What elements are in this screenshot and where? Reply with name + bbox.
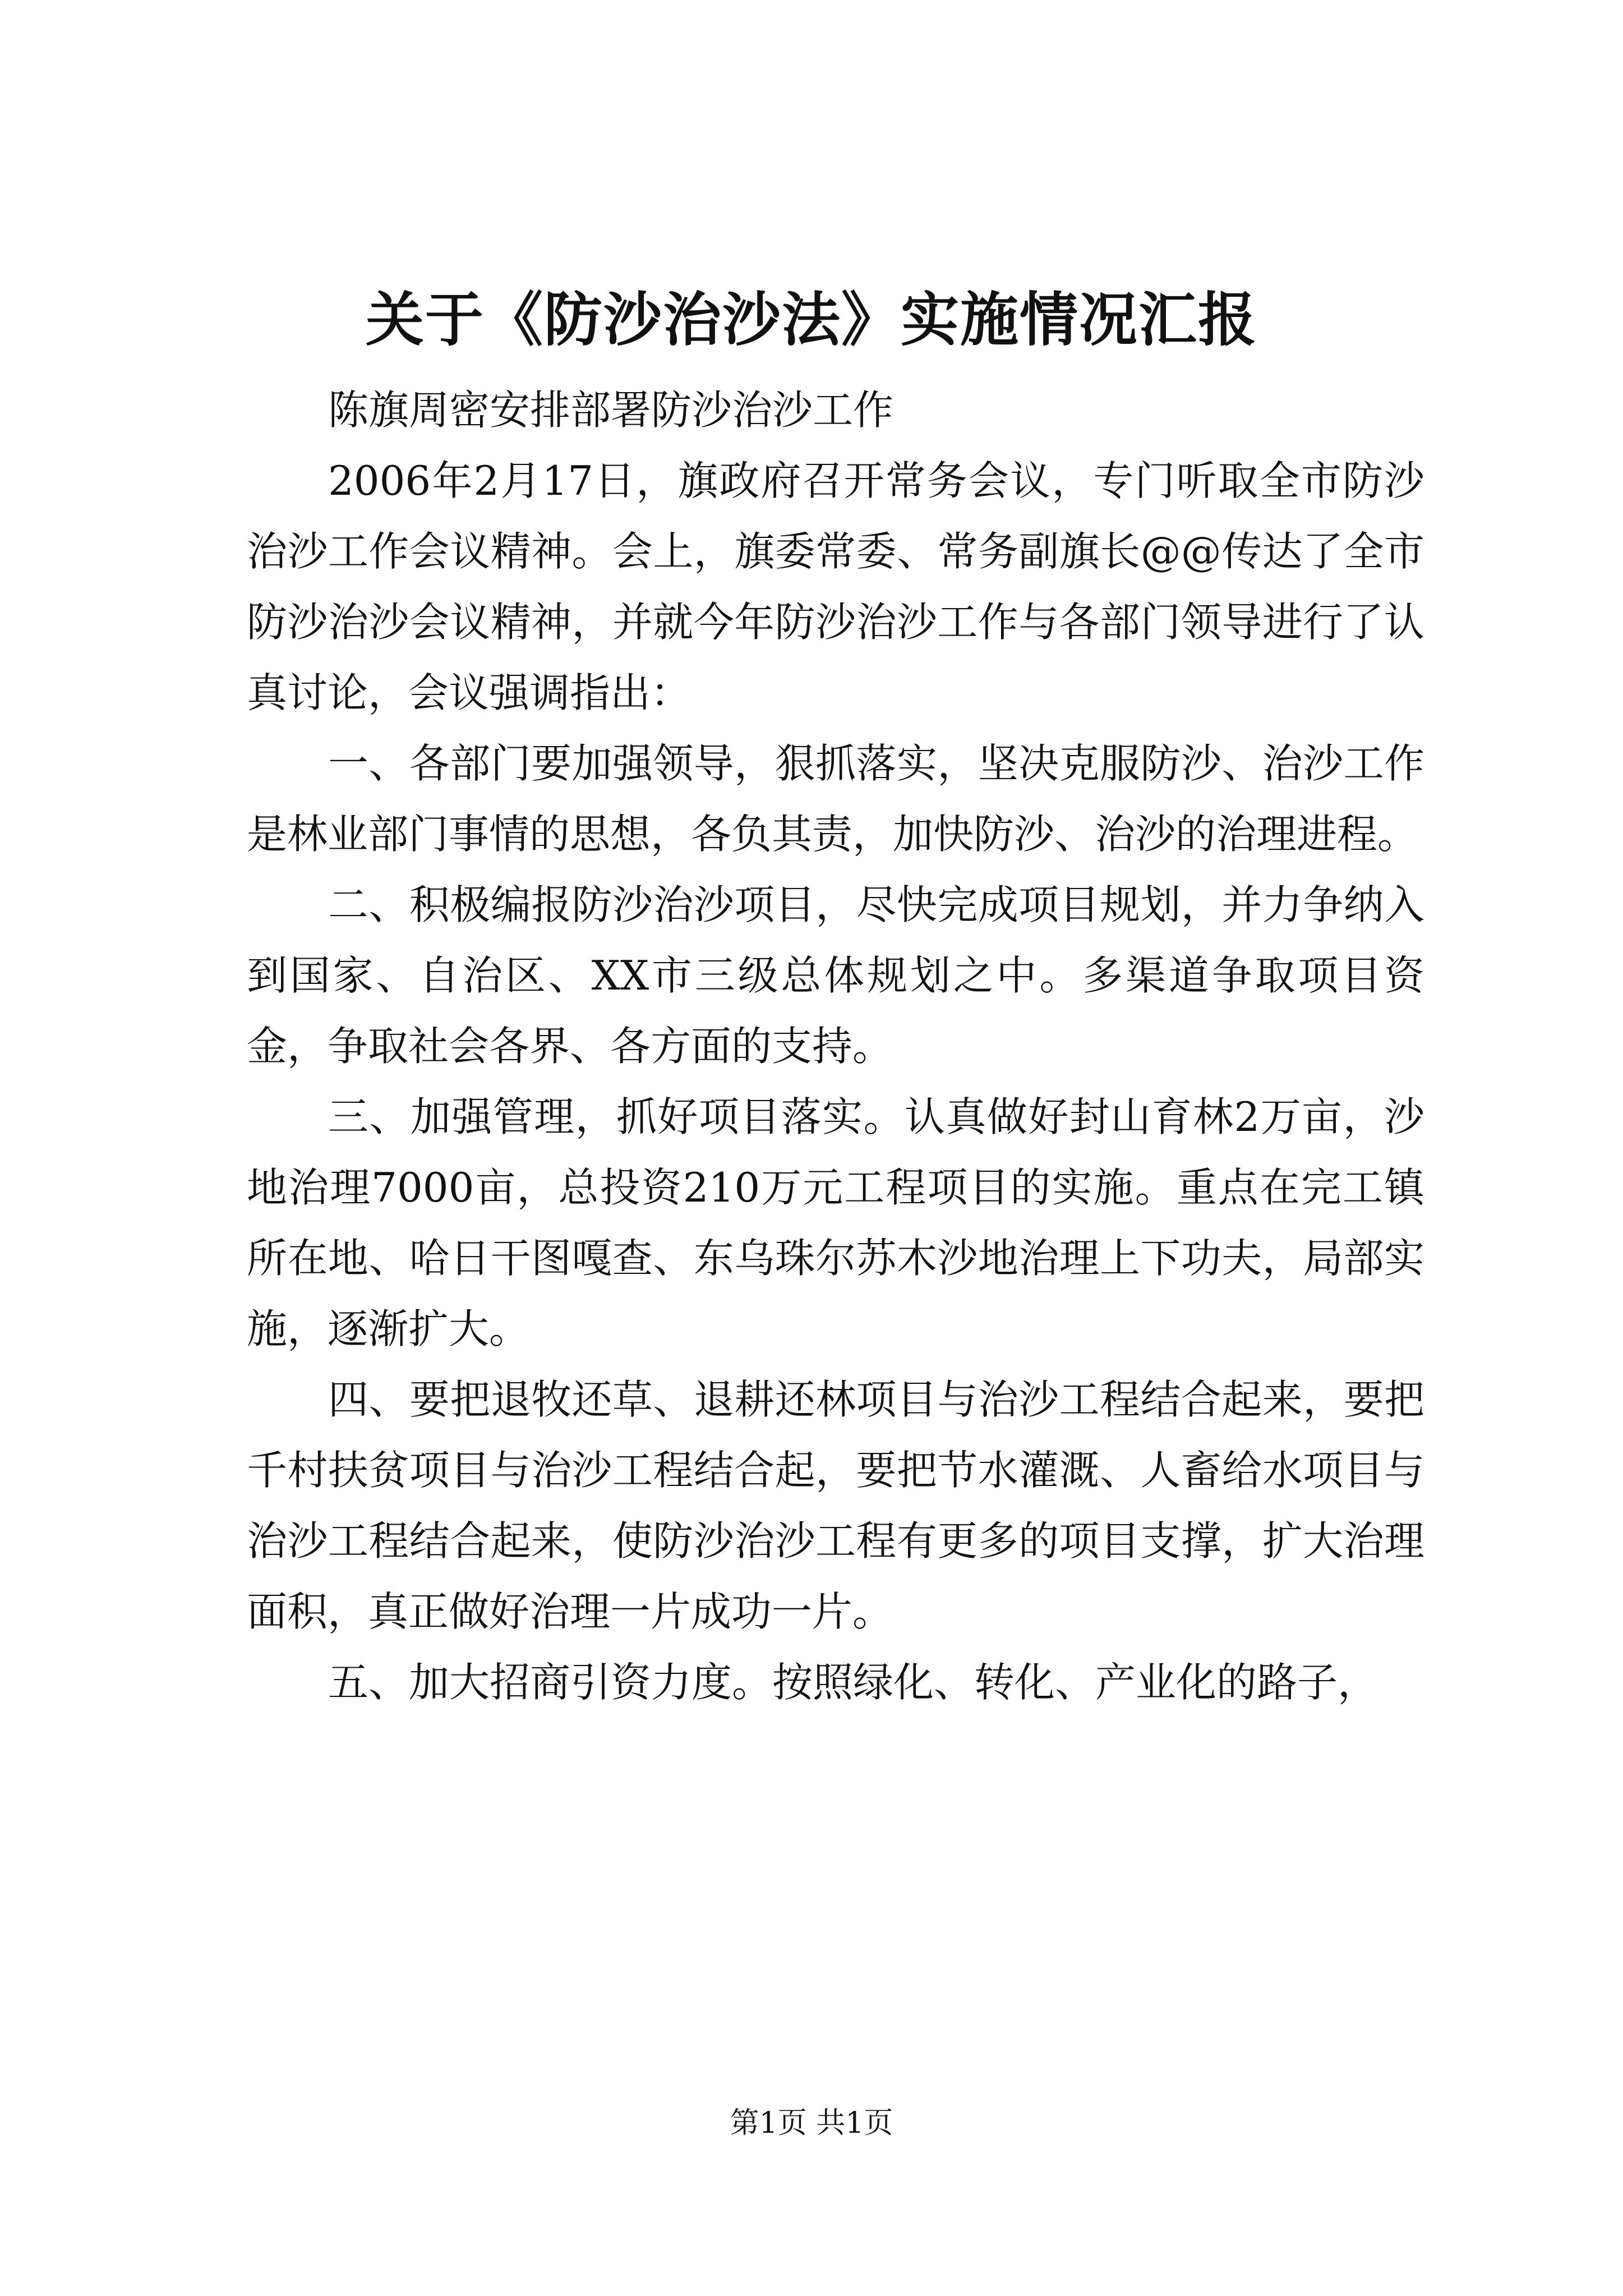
- paragraph-point-5: 五、加大招商引资力度。按照绿化、转化、产业化的路子，: [328, 1659, 1378, 1706]
- paragraph-point-4: 四、要把退牧还草、退耕还林项目与治沙工程结合起来，要把千村扶贫项目与治沙工程结合起，要把节水灌溉、人畜给水项目与治沙工程结合起来，使防沙治沙工程有更多的项目支撑，扩大治理面积，真正做好治理一片成功一片。: [247, 1376, 1424, 1635]
- document-title: 关于《防沙治沙法》实施情况汇报: [365, 285, 1257, 354]
- paragraph-subheading: 陈旗周密安排部署防沙治沙工作: [328, 386, 894, 434]
- paragraph-point-1: 一、各部门要加强领导，狠抓落实，坚决克服防沙、治沙工作是林业部门事情的思想，各负其责，加快防沙、治沙的治理进程。: [247, 740, 1424, 858]
- paragraph-point-3: 三、加强管理，抓好项目落实。认真做好封山育林2万亩，沙地治理7000亩，总投资210万元工程项目的实施。重点在完工镇所在地、哈日干图嘎查、东乌珠尔苏木沙地治理上下功夫，局部实施，逐渐扩大。: [247, 1093, 1424, 1352]
- page-footer: 第1页 共1页: [730, 2106, 893, 2140]
- paragraph-point-2: 二、积极编报防沙治沙项目，尽快完成项目规划，并力争纳入到国家、自治区、XX市三级总体规划之中。多渠道争取项目资金，争取社会各界、各方面的支持。: [247, 881, 1424, 1070]
- paragraph-meeting: 2006年2月17日，旗政府召开常务会议，专门听取全市防沙治沙工作会议精神。会上，旗委常委、常务副旗长@@传达了全市防沙治沙会议精神，并就今年防沙治沙工作与各部门领导进行了认真讨论，会议强调指出：: [247, 457, 1424, 716]
- document-body: [247, 375, 1424, 1718]
